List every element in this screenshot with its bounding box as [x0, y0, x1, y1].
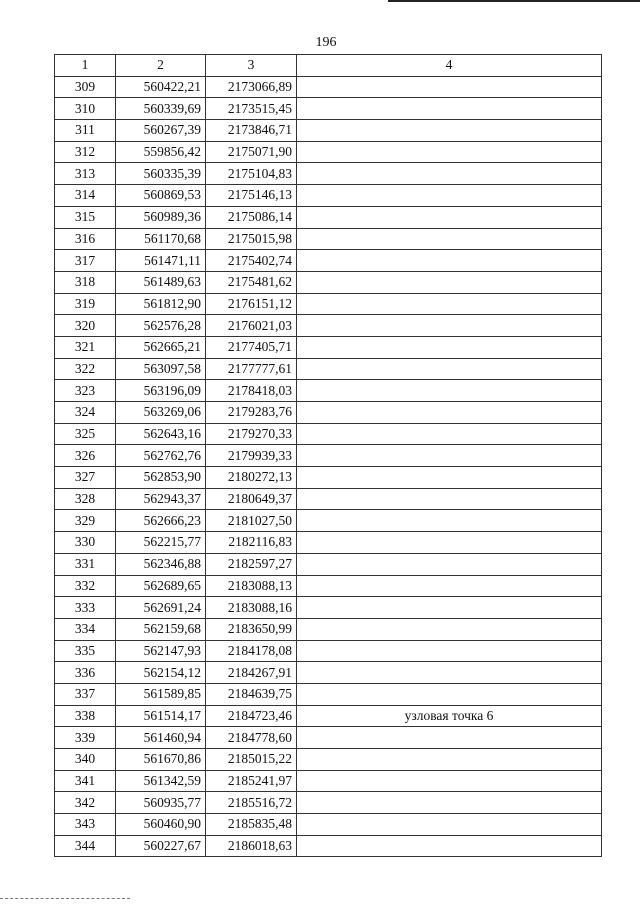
- table-row: [55, 835, 602, 857]
- point-number-cell: 321: [55, 336, 116, 358]
- table-row: [55, 380, 602, 402]
- point-number-cell: 313: [55, 163, 116, 185]
- point-number-cell: 344: [55, 835, 116, 857]
- y-coordinate-cell: 2176151,12: [206, 293, 297, 315]
- y-coordinate-cell: 2182116,83: [206, 532, 297, 554]
- note-cell: [297, 206, 602, 228]
- point-number-cell: 343: [55, 814, 116, 836]
- point-number-cell: 315: [55, 206, 116, 228]
- coordinates-table: [54, 54, 602, 857]
- note-cell: [297, 120, 602, 142]
- table-row: [55, 423, 602, 445]
- x-coordinate-cell: 560339,69: [116, 98, 206, 120]
- y-coordinate-cell: 2186018,63: [206, 835, 297, 857]
- x-coordinate-cell: 562689,65: [116, 575, 206, 597]
- column-header-2: 2: [116, 55, 206, 77]
- point-number-cell: 338: [55, 705, 116, 727]
- point-number-cell: 333: [55, 597, 116, 619]
- x-coordinate-cell: 562154,12: [116, 662, 206, 684]
- note-cell: [297, 163, 602, 185]
- y-coordinate-cell: 2173846,71: [206, 120, 297, 142]
- bottom-scan-marks: [0, 898, 130, 902]
- table-row: [55, 640, 602, 662]
- note-cell: [297, 792, 602, 814]
- x-coordinate-cell: 562576,28: [116, 315, 206, 337]
- note-cell: [297, 228, 602, 250]
- table-row: [55, 749, 602, 771]
- x-coordinate-cell: 562691,24: [116, 597, 206, 619]
- note-cell: [297, 814, 602, 836]
- column-header-3: 3: [206, 55, 297, 77]
- point-number-cell: 329: [55, 510, 116, 532]
- note-cell: [297, 315, 602, 337]
- x-coordinate-cell: 563097,58: [116, 358, 206, 380]
- y-coordinate-cell: 2175402,74: [206, 250, 297, 272]
- page-number: 196: [315, 35, 337, 50]
- x-coordinate-cell: 561460,94: [116, 727, 206, 749]
- table-header-row: [55, 55, 602, 77]
- point-number-cell: 310: [55, 98, 116, 120]
- y-coordinate-cell: 2185516,72: [206, 792, 297, 814]
- y-coordinate-cell: 2184267,91: [206, 662, 297, 684]
- table-row: [55, 727, 602, 749]
- x-coordinate-cell: 562346,88: [116, 553, 206, 575]
- point-number-cell: 340: [55, 749, 116, 771]
- note-cell: [297, 575, 602, 597]
- point-number-cell: 312: [55, 141, 116, 163]
- x-coordinate-cell: 561589,85: [116, 683, 206, 705]
- table-row: [55, 488, 602, 510]
- y-coordinate-cell: 2179283,76: [206, 402, 297, 424]
- table-row: [55, 293, 602, 315]
- y-coordinate-cell: 2175104,83: [206, 163, 297, 185]
- point-number-cell: 309: [55, 76, 116, 98]
- x-coordinate-cell: 562665,21: [116, 336, 206, 358]
- point-number-cell: 311: [55, 120, 116, 142]
- y-coordinate-cell: 2184639,75: [206, 683, 297, 705]
- note-cell: [297, 532, 602, 554]
- table-body: [55, 76, 602, 857]
- y-coordinate-cell: 2175481,62: [206, 271, 297, 293]
- y-coordinate-cell: 2184178,08: [206, 640, 297, 662]
- note-cell: [297, 770, 602, 792]
- y-coordinate-cell: 2182597,27: [206, 553, 297, 575]
- table-row: [55, 445, 602, 467]
- point-number-cell: 326: [55, 445, 116, 467]
- note-cell: [297, 662, 602, 684]
- x-coordinate-cell: 562147,93: [116, 640, 206, 662]
- point-number-cell: 323: [55, 380, 116, 402]
- note-cell: [297, 336, 602, 358]
- x-coordinate-cell: 560335,39: [116, 163, 206, 185]
- x-coordinate-cell: 561471,11: [116, 250, 206, 272]
- note-cell: [297, 271, 602, 293]
- column-header-4: 4: [297, 55, 602, 77]
- table-row: [55, 553, 602, 575]
- x-coordinate-cell: 560460,90: [116, 814, 206, 836]
- table-row: [55, 510, 602, 532]
- x-coordinate-cell: 562853,90: [116, 467, 206, 489]
- top-rule: [388, 0, 640, 2]
- y-coordinate-cell: 2175146,13: [206, 185, 297, 207]
- point-number-cell: 319: [55, 293, 116, 315]
- y-coordinate-cell: 2184778,60: [206, 727, 297, 749]
- y-coordinate-cell: 2181027,50: [206, 510, 297, 532]
- y-coordinate-cell: 2175015,98: [206, 228, 297, 250]
- y-coordinate-cell: 2183088,16: [206, 597, 297, 619]
- x-coordinate-cell: 561489,63: [116, 271, 206, 293]
- x-coordinate-cell: 561514,17: [116, 705, 206, 727]
- point-number-cell: 318: [55, 271, 116, 293]
- note-cell: [297, 510, 602, 532]
- x-coordinate-cell: 562762,76: [116, 445, 206, 467]
- point-number-cell: 331: [55, 553, 116, 575]
- table-row: [55, 163, 602, 185]
- note-cell: [297, 423, 602, 445]
- x-coordinate-cell: 562643,16: [116, 423, 206, 445]
- note-cell: [297, 380, 602, 402]
- table-row: [55, 271, 602, 293]
- table-row: [55, 336, 602, 358]
- table-row: [55, 185, 602, 207]
- point-number-cell: 335: [55, 640, 116, 662]
- point-number-cell: 327: [55, 467, 116, 489]
- table-row: [55, 467, 602, 489]
- y-coordinate-cell: 2179939,33: [206, 445, 297, 467]
- y-coordinate-cell: 2173515,45: [206, 98, 297, 120]
- y-coordinate-cell: 2185015,22: [206, 749, 297, 771]
- point-number-cell: 317: [55, 250, 116, 272]
- x-coordinate-cell: 560267,39: [116, 120, 206, 142]
- table-row: [55, 662, 602, 684]
- point-number-cell: 322: [55, 358, 116, 380]
- x-coordinate-cell: 562215,77: [116, 532, 206, 554]
- note-cell: [297, 98, 602, 120]
- x-coordinate-cell: 561670,86: [116, 749, 206, 771]
- note-cell: [297, 358, 602, 380]
- y-coordinate-cell: 2184723,46: [206, 705, 297, 727]
- table-row: [55, 250, 602, 272]
- y-coordinate-cell: 2180649,37: [206, 488, 297, 510]
- note-cell: [297, 640, 602, 662]
- point-number-cell: 320: [55, 315, 116, 337]
- note-cell: [297, 727, 602, 749]
- note-cell: [297, 749, 602, 771]
- note-cell: [297, 445, 602, 467]
- table-row: [55, 814, 602, 836]
- point-number-cell: 337: [55, 683, 116, 705]
- table-row: [55, 228, 602, 250]
- x-coordinate-cell: 563269,06: [116, 402, 206, 424]
- note-cell: [297, 250, 602, 272]
- y-coordinate-cell: 2180272,13: [206, 467, 297, 489]
- point-number-cell: 314: [55, 185, 116, 207]
- point-number-cell: 342: [55, 792, 116, 814]
- point-number-cell: 341: [55, 770, 116, 792]
- point-number-cell: 332: [55, 575, 116, 597]
- x-coordinate-cell: 563196,09: [116, 380, 206, 402]
- note-cell: [297, 185, 602, 207]
- table-row: [55, 532, 602, 554]
- x-coordinate-cell: 561812,90: [116, 293, 206, 315]
- y-coordinate-cell: 2183088,13: [206, 575, 297, 597]
- y-coordinate-cell: 2177405,71: [206, 336, 297, 358]
- note-cell: [297, 488, 602, 510]
- y-coordinate-cell: 2185241,97: [206, 770, 297, 792]
- table-row: [55, 315, 602, 337]
- table-row: [55, 141, 602, 163]
- note-cell: [297, 835, 602, 857]
- point-number-cell: 330: [55, 532, 116, 554]
- x-coordinate-cell: 561170,68: [116, 228, 206, 250]
- table-row: [55, 597, 602, 619]
- note-cell: [297, 293, 602, 315]
- y-coordinate-cell: 2177777,61: [206, 358, 297, 380]
- x-coordinate-cell: 560935,77: [116, 792, 206, 814]
- note-cell: [297, 553, 602, 575]
- note-cell: [297, 76, 602, 98]
- note-cell: [297, 402, 602, 424]
- note-cell: узловая точка 6: [297, 705, 602, 727]
- x-coordinate-cell: 562666,23: [116, 510, 206, 532]
- point-number-cell: 324: [55, 402, 116, 424]
- x-coordinate-cell: 560869,53: [116, 185, 206, 207]
- note-cell: [297, 683, 602, 705]
- point-number-cell: 334: [55, 618, 116, 640]
- table-row: [55, 402, 602, 424]
- note-cell: [297, 597, 602, 619]
- column-header-1: 1: [55, 55, 116, 77]
- x-coordinate-cell: 560422,21: [116, 76, 206, 98]
- table-row: [55, 618, 602, 640]
- point-number-cell: 325: [55, 423, 116, 445]
- y-coordinate-cell: 2179270,33: [206, 423, 297, 445]
- note-cell: [297, 467, 602, 489]
- table-row: [55, 206, 602, 228]
- y-coordinate-cell: 2175086,14: [206, 206, 297, 228]
- x-coordinate-cell: 562943,37: [116, 488, 206, 510]
- y-coordinate-cell: 2173066,89: [206, 76, 297, 98]
- table-row: [55, 98, 602, 120]
- y-coordinate-cell: 2176021,03: [206, 315, 297, 337]
- y-coordinate-cell: 2185835,48: [206, 814, 297, 836]
- table-row: [55, 120, 602, 142]
- x-coordinate-cell: 560227,67: [116, 835, 206, 857]
- note-cell: [297, 141, 602, 163]
- x-coordinate-cell: 561342,59: [116, 770, 206, 792]
- point-number-cell: 316: [55, 228, 116, 250]
- x-coordinate-cell: 560989,36: [116, 206, 206, 228]
- point-number-cell: 339: [55, 727, 116, 749]
- table-row: [55, 770, 602, 792]
- y-coordinate-cell: 2178418,03: [206, 380, 297, 402]
- point-number-cell: 328: [55, 488, 116, 510]
- table-row: [55, 705, 602, 727]
- point-number-cell: 336: [55, 662, 116, 684]
- table-row: [55, 358, 602, 380]
- table-row: [55, 792, 602, 814]
- table-row: [55, 575, 602, 597]
- x-coordinate-cell: 562159,68: [116, 618, 206, 640]
- note-cell: [297, 618, 602, 640]
- y-coordinate-cell: 2183650,99: [206, 618, 297, 640]
- table-row: [55, 76, 602, 98]
- x-coordinate-cell: 559856,42: [116, 141, 206, 163]
- y-coordinate-cell: 2175071,90: [206, 141, 297, 163]
- table-row: [55, 683, 602, 705]
